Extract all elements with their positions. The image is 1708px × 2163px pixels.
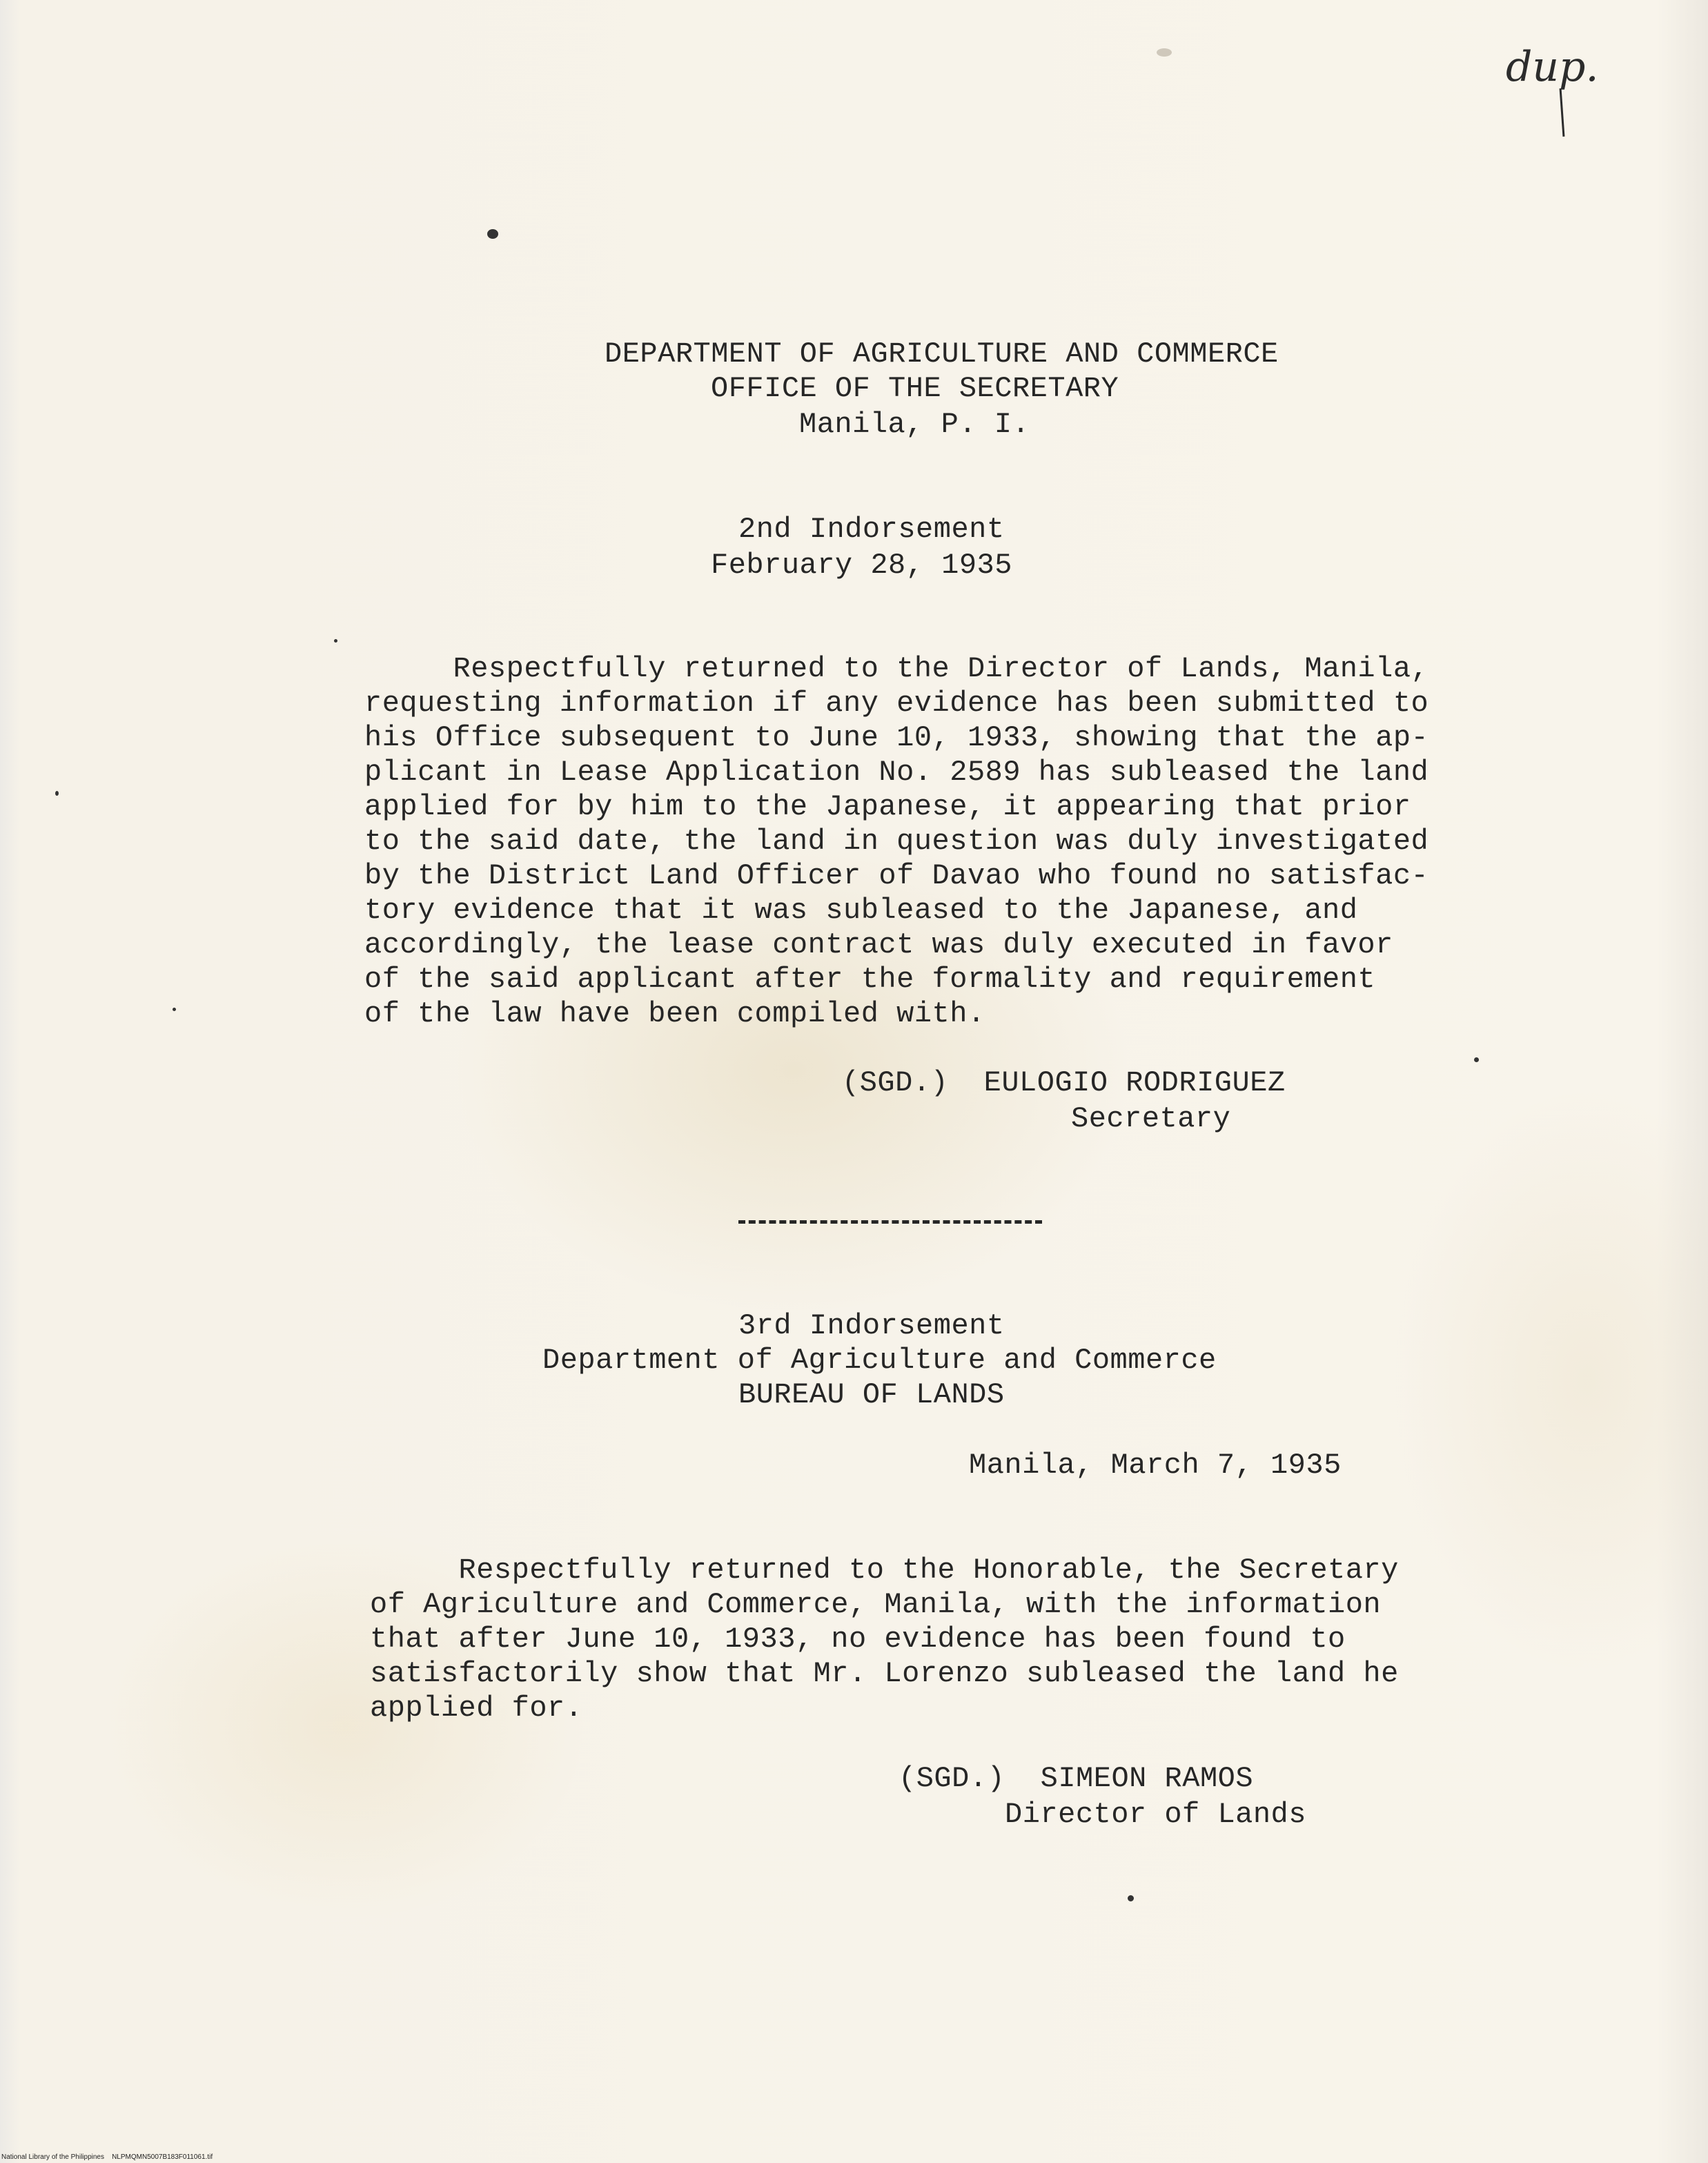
body-line: accordingly, the lease contract was duly executed in favor bbox=[364, 928, 1393, 961]
body-line: by the District Land Officer of Davao who found no satisfac- bbox=[364, 859, 1429, 892]
body-line: Respectfully returned to the Director of Lands, Manila, bbox=[364, 652, 1429, 685]
letterhead-place: Manila, P. I. bbox=[799, 408, 1030, 441]
letterhead-office: OFFICE OF THE SECRETARY bbox=[711, 372, 1119, 405]
body-line: applied for. bbox=[370, 1692, 583, 1725]
scan-source-footer: National Library of the Philippines NLPMQMN5007B183F011061.tif bbox=[1, 2153, 213, 2161]
second-indorsement-signature: (SGD.) EULOGIO RODRIGUEZ bbox=[842, 1066, 1286, 1099]
ink-speck bbox=[173, 1008, 176, 1011]
ink-speck bbox=[334, 639, 337, 643]
ink-speck bbox=[1157, 48, 1172, 57]
second-indorsement-date: February 28, 1935 bbox=[711, 549, 1012, 582]
body-line: satisfactorily show that Mr. Lorenzo subleased the land he bbox=[370, 1657, 1399, 1690]
body-line: tory evidence that it was subleased to the Japanese, and bbox=[364, 894, 1358, 927]
third-indorsement-signature-title: Director of Lands bbox=[1005, 1798, 1306, 1831]
body-line: to the said date, the land in question was duly investigated bbox=[364, 825, 1429, 858]
letterhead-department: DEPARTMENT OF AGRICULTURE AND COMMERCE bbox=[605, 337, 1279, 371]
body-line: of the law have been compiled with. bbox=[364, 997, 985, 1030]
third-indorsement-date: Manila, March 7, 1935 bbox=[969, 1449, 1342, 1482]
handwritten-note: dup. bbox=[1506, 43, 1599, 91]
body-line: plicant in Lease Application No. 2589 has subleased the land bbox=[364, 756, 1429, 789]
ink-speck bbox=[1128, 1895, 1134, 1901]
body-line: of Agriculture and Commerce, Manila, with the information bbox=[370, 1588, 1382, 1621]
handwritten-stroke bbox=[1560, 88, 1565, 137]
body-line: that after June 10, 1933, no evidence has been found to bbox=[370, 1623, 1346, 1656]
body-line: Respectfully returned to the Honorable, the Secretary bbox=[370, 1554, 1399, 1587]
third-indorsement-department: Department of Agriculture and Commerce bbox=[542, 1344, 1217, 1377]
body-line: his Office subsequent to June 10, 1933, showing that the ap- bbox=[364, 721, 1429, 754]
body-line: requesting information if any evidence has been submitted to bbox=[364, 687, 1429, 720]
third-indorsement-signature: (SGD.) SIMEON RAMOS bbox=[899, 1762, 1254, 1795]
ink-speck bbox=[55, 791, 59, 796]
third-indorsement-bureau: BUREAU OF LANDS bbox=[738, 1378, 1005, 1411]
second-indorsement-signature-title: Secretary bbox=[1071, 1102, 1231, 1135]
second-indorsement-heading: 2nd Indorsement bbox=[738, 513, 1005, 546]
ink-speck bbox=[1474, 1057, 1479, 1062]
third-indorsement-heading: 3rd Indorsement bbox=[738, 1309, 1005, 1342]
body-line: applied for by him to the Japanese, it appearing that prior bbox=[364, 790, 1411, 823]
body-line: of the said applicant after the formality and requirement bbox=[364, 963, 1376, 996]
ink-speck bbox=[487, 229, 498, 239]
